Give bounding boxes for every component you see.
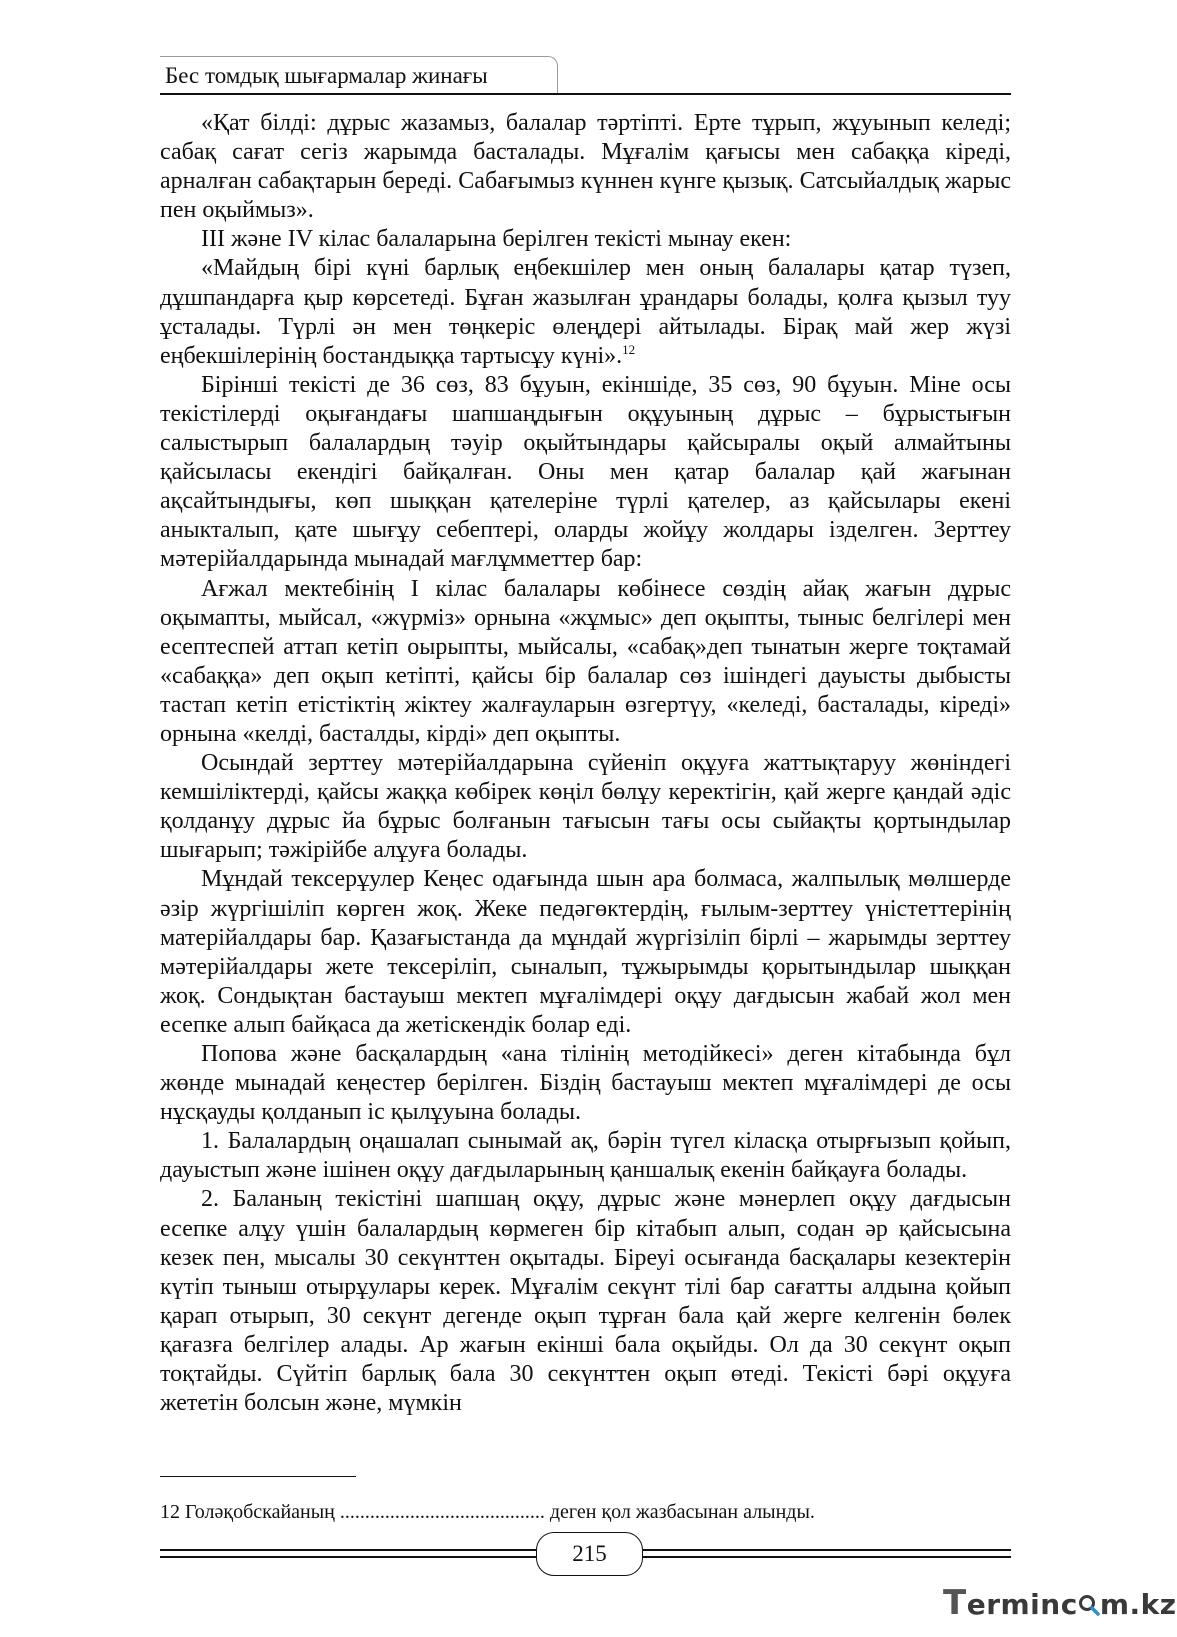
paragraph: Осындай зерттеу мәтерійалдарына сүйеніп оқұуға жаттықтаруу жөніндегі кемшіліктерді, қайсы жаққа көбірек көңіл бөлұу керектігін, қай жерге қандай әдіс қолданұу дұрыс йа бұрыс болғанын тағысын тағы осы сыйақты қортындылар шығарып; тәжірійбе алұуға болады. — [160, 750, 1011, 864]
footer-rule-left — [160, 1549, 536, 1551]
paragraph: Мұндай тексерұулер Кеңес одағында шын ара болмаса, жалпылық мөлшерде әзір жүргішіліп көрген жоқ. Жеке педәгөктердің, ғылым-зерттеу үністеттерінің матерійалдары бар. Қазағыстанда да мұндай жүргізіліп бірлі – жарымды зерттеу мәтерійалдары жете тексеріліп, сыналып, тұжырымды қорытындылар шыққан жоқ. Сондықтан бастауыш мектеп мұғалімдері оқұу дағдысын жабай жол мен есепке алып байқаса да жетіскендік болар еді. — [160, 866, 1011, 1038]
footnote: 12 Голәқобскайаның ......................................... деген қол жазбасынан алынды. — [160, 1501, 815, 1523]
header-rule — [160, 93, 1011, 95]
footer-rule-right — [643, 1556, 1011, 1558]
list-item: 2. Баланың текістіні шапшаң оқұу, дұрыс және мәнерлеп оқұу дағдысын есепке алұу үшін балалардың көрмеген бір кітабып алып, содан әр қайсысына кезек пен, мысалы 30 секүнттен оқытады. Біреуі осығанда басқалары кезектерін күтіп тыныш отырұулары керек. Мұғалім секүнт тілі бар сағатты алдына қойып қарап отырып, 30 секүнт дегенде оқып тұрған бала қай жерге келгенін бөлек қағазға белгілер алады. Ар жағын екінші бала оқыйды. Ол да 30 секүнт оқып тоқтайды. Сүйтіп барлық бала 30 секүнттен оқып өтеді. Текісті бәрі оқұуға жететін болсын және, мүмкін — [160, 1186, 1011, 1417]
watermark-logo — [943, 1583, 1177, 1623]
paragraph — [160, 254, 1011, 370]
paragraph: Ағжал мектебінің І кілас балалары көбінесе сөздің айақ жағын дұрыс оқымапты, мыйсал, «жүрміз» орнына «жұмыс» деп оқыпты, тыныс белгілері мен есептеспей аттап кетіп оырыпты, мыйсалы, «сабақ»деп тынатын жерге тоқтамай «сабаққа» деп оқып кетіпті, қайсы бір балалар сөз ішіндегі дауысты дыбысты тастап кетіп етістіктің жіктеу жалғауларын өзгертүу, «келеді, басталады, кіреді» орнына «келді, басталды, кірді» деп оқыпты. — [160, 575, 1011, 747]
paragraph: Попова және басқалардың «ана тілінің методійкесі» деген кітабында бұл жөнде мынадай кеңестер берілген. Біздің бастауыш мектеп мұғалімдері де осы нұсқауды қолданып іс қылұуына болады. — [160, 1041, 1011, 1126]
list-item: 1. Балалардың оңашалап сынымай ақ, бәрін түгел кіласқа отырғызып қойып, дауыстып және ішінен оқұу дағдыларының қаншалық екенін байқауға болады. — [160, 1128, 1011, 1184]
page-number: 215 — [536, 1532, 643, 1576]
footnote-reference: 12 — [622, 341, 636, 357]
footer-rule-left — [160, 1556, 536, 1558]
footnote-rule — [160, 1476, 356, 1477]
paragraph: ІІІ және ІV кілас балаларына берілген текісті мынау екен: — [201, 226, 792, 253]
paragraph: «Қат білді: дұрыс жазамыз, балалар тәртіпті. Ерте тұрып, жұуынып келеді; сабақ сағат сегіз жарымда басталады. Мұғалім қағысы мен сабаққа кіреді, арналған сабақтарын береді. Сабағымыз күннен күнге қызық. Сатсыйалдық жарыс пен оқыймыз». — [160, 110, 1011, 224]
watermark-initial: T — [943, 1583, 967, 1623]
paragraph-text: «Майдың бірі күні барлық еңбекшілер мен оның балалары қатар түзеп, дұшпандарға қыр көрсетеді. Бұған жазылған ұрандары болады, қолға қызыл туу ұсталады. Түрлі ән мен төңкеріс өлеңдері айтылады. Бірақ май жер жүзі еңбекшілерінің бостандыққа тартысұу күні». — [160, 255, 1011, 369]
watermark-domain: m.kz — [1099, 1588, 1177, 1621]
watermark-text: erminc — [966, 1588, 1078, 1621]
magnifier-icon — [1078, 1594, 1100, 1616]
footer-rule-right — [643, 1549, 1011, 1551]
body-text — [160, 109, 1011, 1418]
paragraph: Бірінші текісті де 36 сөз, 83 бұуын, екіншіде, 35 сөз, 90 бұуын. Міне осы текістілерді оқығандағы шапшаңдығын оқұуының дұрыс – бұрыстығын салыстырып балалардың тәуір оқыйтындары қайсыралы оқый алмайтыны қайсыласы екендігі байқалған. Оны мен қатар балалар қай жағынан ақсайтындығы, көп шыққан қателеріне түрлі қателер, аз қайсылары екені аныкталып, қате шығұу себептері, оларды жойұу жолдары ізделген. Зерттеу мәтерійалдарында мынадай мағлұмметтер бар: — [160, 371, 1011, 573]
running-head-title: Бес томдық шығармалар жинағы — [165, 63, 488, 88]
